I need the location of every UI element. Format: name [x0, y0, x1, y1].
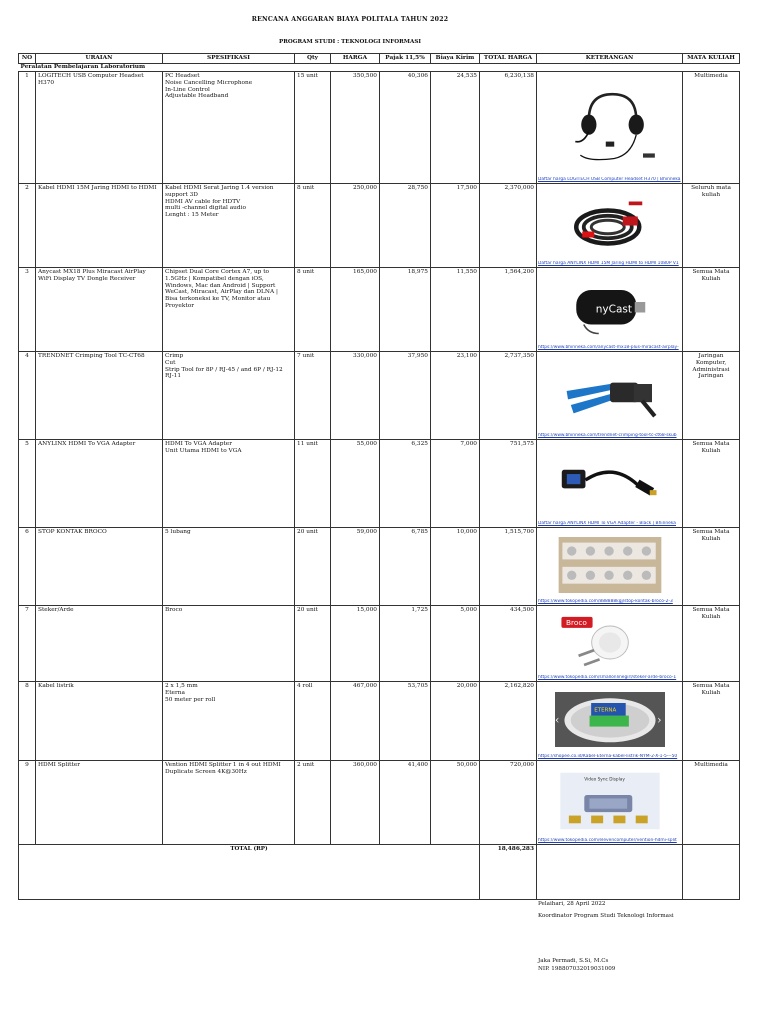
row-harga: 55,000 — [331, 440, 380, 528]
table-row — [19, 268, 740, 352]
row-biaya-kirim: 24,535 — [431, 72, 480, 184]
row-harga: 467,000 — [331, 682, 380, 761]
row-harga: 15,000 — [331, 606, 380, 682]
row-biaya-kirim: 5,000 — [431, 606, 480, 682]
row-qty-num: 11 — [297, 441, 305, 447]
table-row — [19, 352, 740, 440]
row-qty — [295, 682, 331, 761]
row-uraian: TRENDNET Crimping Tool TC-CT68 — [36, 352, 163, 440]
row-keterangan — [537, 528, 683, 606]
row-keterangan — [537, 268, 683, 352]
vga-adapter-image — [555, 451, 665, 517]
row-mata-kuliah: Multimedia — [683, 761, 740, 845]
row-spesifikasi: Kabel HDMI Serat Jaring 1.4 version support 3D HDMI AV cable for HDTV multi -channel digital audio Lenght : 15 Meter — [163, 184, 295, 268]
row-pajak: 37,950 — [380, 352, 431, 440]
total-label: TOTAL (RP) — [19, 845, 480, 900]
row-qty-num: 7 — [297, 353, 301, 359]
anycast-logo-text: nyCast — [595, 303, 632, 316]
row-qty-num: 20 — [297, 529, 305, 535]
broco-logo-text: Broco — [566, 618, 587, 628]
row-harga: 250,000 — [331, 184, 380, 268]
row-mata-kuliah: Semua Mata Kuliah — [683, 440, 740, 528]
headset-image — [555, 85, 665, 169]
row-spesifikasi: HDMI To VGA Adapter Unit Utama HDMI to VGA — [163, 440, 295, 528]
row-qty — [295, 184, 331, 268]
table-row — [19, 682, 740, 761]
table-row — [19, 72, 740, 184]
row-qty-unit: unit — [302, 353, 315, 359]
hdmi-splitter-image — [555, 771, 665, 834]
row-qty — [295, 268, 331, 352]
row-spesifikasi: Chipset Dual Core Cortex A7, up to 1.5GHz | Kompatibel dengan iOS, Windows, Mac dan Android | Support WeCast, Miracast, AirPlay dan DLNA | Bisa terkoneksi ke TV, Monitor atau Proyektor — [163, 268, 295, 352]
header-spesifikasi: SPESIFIKASI — [163, 54, 295, 64]
row-qty — [295, 761, 331, 845]
row-qty-unit: unit — [302, 269, 315, 275]
row-pajak: 6,325 — [380, 440, 431, 528]
header-biaya-kirim: Biaya Kirim — [431, 54, 480, 64]
header-total-harga: TOTAL HARGA — [480, 54, 537, 64]
row-qty — [295, 440, 331, 528]
product-link[interactable]: Daftar harga ANYLINX HDMI To VGA Adapter - Black | Bhinneka — [538, 520, 676, 526]
row-total: 2,162,820 — [480, 682, 537, 761]
document-title: RENCANA ANGGARAN BIAYA POLITALA TAHUN 2022 — [251, 16, 449, 23]
header-pajak: Pajak 11,5% — [380, 54, 431, 64]
program-title: PROGRAM STUDI : TEKNOLOGI INFORMASI — [279, 39, 421, 45]
row-keterangan — [537, 440, 683, 528]
row-mata-kuliah: Semua Mata Kuliah — [683, 682, 740, 761]
row-harga: 59,000 — [331, 528, 380, 606]
total-row — [19, 845, 740, 900]
row-total: 2,737,350 — [480, 352, 537, 440]
row-uraian: HDMI Splitter — [36, 761, 163, 845]
row-keterangan — [537, 606, 683, 682]
row-no: 5 — [19, 440, 36, 528]
row-pajak: 28,750 — [380, 184, 431, 268]
row-biaya-kirim: 50,000 — [431, 761, 480, 845]
row-no: 9 — [19, 761, 36, 845]
total-empty-ket — [537, 845, 683, 900]
row-harga: 360,000 — [331, 761, 380, 845]
row-uraian: ANYLINX HDMI To VGA Adapter — [36, 440, 163, 528]
header-mata-kuliah: MATA KULIAH — [683, 54, 740, 64]
table-row — [19, 761, 740, 845]
row-mata-kuliah: Semua Mata Kuliah — [683, 606, 740, 682]
row-qty-num: 2 — [297, 762, 301, 768]
row-pajak: 41,400 — [380, 761, 431, 845]
row-spesifikasi: Broco — [163, 606, 295, 682]
row-qty — [295, 72, 331, 184]
header-uraian: URAIAN — [36, 54, 163, 64]
row-no: 2 — [19, 184, 36, 268]
row-spesifikasi: 2 x 1,5 mm Eterna 50 meter per roll — [163, 682, 295, 761]
row-harga: 330,000 — [331, 352, 380, 440]
row-biaya-kirim: 20,000 — [431, 682, 480, 761]
hdmi-cable-image — [555, 194, 665, 257]
row-mata-kuliah: Seluruh mata kuliah — [683, 184, 740, 268]
table-row — [19, 184, 740, 268]
splitter-banner-text: Video Sync Display — [584, 777, 625, 783]
table-row — [19, 440, 740, 528]
row-qty — [295, 606, 331, 682]
header-qty: Qty — [295, 54, 331, 64]
row-no: 3 — [19, 268, 36, 352]
row-keterangan — [537, 761, 683, 845]
row-biaya-kirim: 7,000 — [431, 440, 480, 528]
footer-nip: NIP. 198807032019031009 — [538, 966, 616, 972]
row-spesifikasi: Crimp Cut Strip Tool for 8P / RJ-45 / and 6P / RJ-12 RJ-11 — [163, 352, 295, 440]
header-no: NO — [19, 54, 36, 64]
product-link[interactable]: Daftar harga ANYLINX HDMI 15M Jaring HDMI to HDMI 1080P V1 — [538, 260, 679, 266]
row-keterangan — [537, 682, 683, 761]
row-total: 2,370,000 — [480, 184, 537, 268]
row-total: 720,000 — [480, 761, 537, 845]
row-uraian: LOGITECH USB Computer Headset H370 — [36, 72, 163, 184]
row-mata-kuliah: Semua Mata Kuliah — [683, 528, 740, 606]
row-qty-unit: roll — [302, 683, 313, 689]
product-link[interactable]: https://www.bhinneka.com/anycast-mx18-plus-miracast-airplay- — [538, 344, 679, 350]
row-harga: 165,000 — [331, 268, 380, 352]
row-uraian: Steker/Arde — [36, 606, 163, 682]
header-keterangan: KETERANGAN — [537, 54, 683, 64]
row-keterangan — [537, 184, 683, 268]
product-link[interactable]: https://www.tokopedia.com/smallonlinegirl/steker-arde-broco-1 — [538, 674, 677, 680]
row-uraian: Anycast MX18 Plus Miracast AirPlay WiFi Display TV Dongle Receiver — [36, 268, 163, 352]
total-value: 18,486,283 — [480, 845, 537, 900]
power-strip-image — [555, 537, 665, 596]
row-biaya-kirim: 10,000 — [431, 528, 480, 606]
row-keterangan — [537, 72, 683, 184]
row-pajak: 1,725 — [380, 606, 431, 682]
row-qty-unit: unit — [306, 607, 318, 613]
row-biaya-kirim: 17,500 — [431, 184, 480, 268]
anycast-dongle-image — [555, 278, 665, 341]
product-link[interactable]: https://www.bhinneka.com/trendnet-crimping-tool-tc-ct68-skub — [538, 432, 677, 438]
total-empty-mk — [683, 845, 740, 900]
table-row — [19, 528, 740, 606]
svg-text:›: › — [657, 713, 662, 727]
row-harga: 350,500 — [331, 72, 380, 184]
row-mata-kuliah: Jaringan Komputer, Administrasi Jaringan — [683, 352, 740, 440]
row-no: 1 — [19, 72, 36, 184]
product-link[interactable]: Daftar harga LOGITECH USB Computer Headset H370 | Bhinneka — [538, 176, 681, 182]
row-qty-num: 8 — [297, 269, 301, 275]
row-pajak: 18,975 — [380, 268, 431, 352]
budget-table — [18, 53, 740, 900]
row-spesifikasi: 5 lubang — [163, 528, 295, 606]
row-qty-num: 20 — [297, 607, 305, 613]
row-total: 751,575 — [480, 440, 537, 528]
row-qty-unit: unit — [302, 185, 315, 191]
row-qty-unit: unit — [306, 529, 318, 535]
row-no: 4 — [19, 352, 36, 440]
product-link[interactable]: https://shopee.co.id/Kabel-Eterna-kabel-listrik-NYM-2-X-1-5---50 — [538, 753, 678, 759]
row-no: 8 — [19, 682, 36, 761]
table-row — [19, 606, 740, 682]
row-qty-unit: unit — [306, 441, 318, 447]
footer-name: Jaka Permadi, S.Si, M.Cs — [538, 958, 609, 964]
header-row — [19, 54, 740, 64]
row-mata-kuliah: Multimedia — [683, 72, 740, 184]
row-qty — [295, 528, 331, 606]
row-total: 1,515,700 — [480, 528, 537, 606]
row-total: 6,230,138 — [480, 72, 537, 184]
section-row — [19, 64, 740, 72]
footer-place-date: Pelaihari, 28 April 2022 — [538, 901, 606, 907]
row-biaya-kirim: 11,550 — [431, 268, 480, 352]
row-no: 6 — [19, 528, 36, 606]
row-biaya-kirim: 23,100 — [431, 352, 480, 440]
row-uraian: Kabel HDMI 15M Jaring HDMI to HDMI — [36, 184, 163, 268]
row-qty-num: 8 — [297, 185, 301, 191]
row-qty-unit: unit — [306, 73, 318, 79]
row-uraian: STOP KONTAK BROCO — [36, 528, 163, 606]
row-no: 7 — [19, 606, 36, 682]
header-harga: HARGA — [331, 54, 380, 64]
row-qty-num: 15 — [297, 73, 305, 79]
row-pajak: 6,785 — [380, 528, 431, 606]
row-mata-kuliah: Semua Mata Kuliah — [683, 268, 740, 352]
product-link[interactable]: https://www.tokopedia.com/elevencomputer/vention-hdmi-split — [538, 837, 677, 843]
crimping-tool-image — [555, 363, 665, 429]
row-total: 434,500 — [480, 606, 537, 682]
row-qty-unit: unit — [302, 762, 315, 768]
row-total: 1,564,200 — [480, 268, 537, 352]
power-cable-image — [555, 691, 665, 751]
row-spesifikasi: Vention HDMI Splitter 1 in 4 out HDMI Duplicate Screen 4K@30Hz — [163, 761, 295, 845]
row-qty — [295, 352, 331, 440]
section-label: Peralatan Pembelajaran Laboratorium — [19, 64, 740, 72]
row-uraian: Kabel listrik — [36, 682, 163, 761]
row-pajak: 40,306 — [380, 72, 431, 184]
footer-role: Koordinator Program Studi Teknologi Informasi — [538, 913, 674, 919]
row-spesifikasi: PC Headset Noise Cancelling Microphone In-Line Control Adjustable Headband — [163, 72, 295, 184]
row-keterangan — [537, 352, 683, 440]
row-qty-num: 4 — [297, 683, 301, 689]
cable-brand-text: ETERNA — [594, 707, 617, 714]
product-link[interactable]: https://www.tokopedia.com/888888kgj/stop-kontak-broco-2-3 — [538, 598, 673, 604]
row-pajak: 53,705 — [380, 682, 431, 761]
svg-text:‹: ‹ — [555, 713, 560, 727]
plug-image — [555, 615, 665, 673]
